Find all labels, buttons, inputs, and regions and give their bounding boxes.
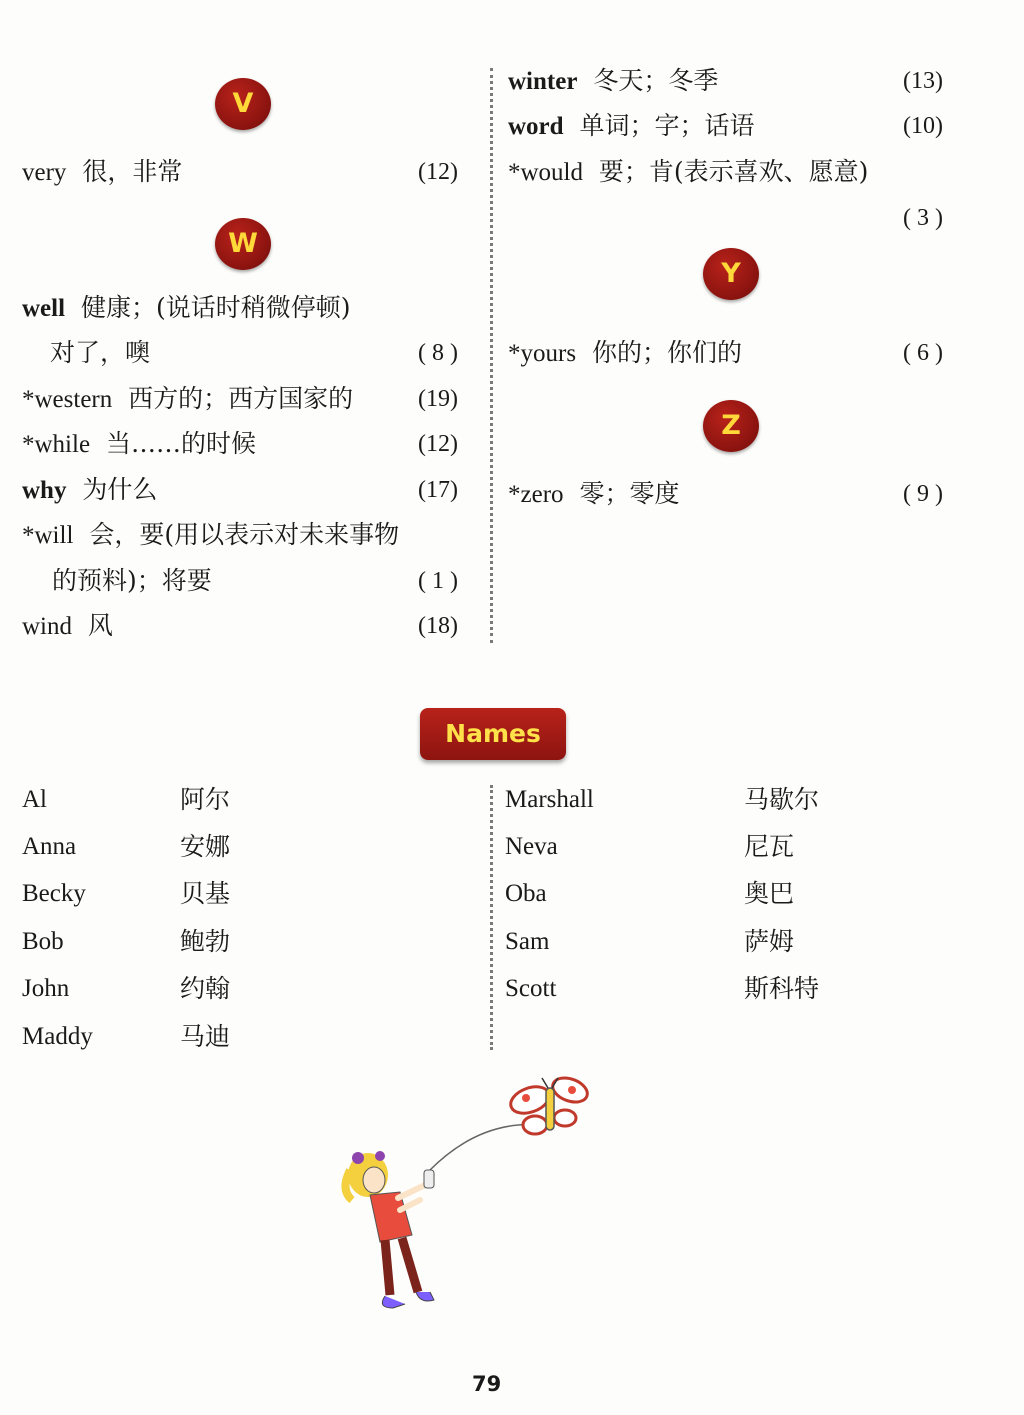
name-en: Oba (505, 880, 547, 907)
name-cn: 尼瓦 (744, 832, 795, 861)
entry-page: ( 1 ) (418, 568, 458, 594)
name-en: Scott (505, 975, 557, 1002)
entry-page: (19) (418, 386, 458, 412)
names-column-divider (490, 785, 493, 1050)
entry-will-continued (52, 566, 212, 596)
name-en: Sam (505, 928, 550, 955)
entry-page: ( 9 ) (903, 481, 943, 507)
name-en: John (22, 975, 70, 1002)
entry-word: word (508, 113, 564, 140)
section-badge-w: W (215, 218, 271, 270)
entry-word: well (22, 295, 66, 322)
entry-meaning: 你的；你们的 (591, 338, 742, 367)
names-heading: Names (420, 708, 566, 760)
entry-well-continued (50, 338, 150, 368)
entry-wind (22, 611, 113, 642)
entry-meaning: 风 (87, 611, 113, 640)
entry-word: *zero (508, 481, 564, 508)
name-cn: 安娜 (180, 832, 231, 861)
entry-meaning: 很，非常 (82, 157, 183, 186)
name-en: Bob (22, 928, 64, 955)
entry-word: why (22, 477, 67, 504)
entry-western (22, 384, 353, 415)
entry-page: ( 3 ) (903, 205, 943, 231)
entry-word: very (22, 159, 67, 186)
section-badge-y: Y (703, 248, 759, 300)
entry-meaning: 的预料)；将要 (52, 566, 212, 595)
entry-meaning: 单词；字；话语 (579, 111, 755, 140)
name-en: Neva (505, 833, 558, 860)
entry-well (22, 293, 350, 324)
entry-page: (12) (418, 159, 458, 185)
name-cn: 斯科特 (744, 974, 820, 1003)
name-en: Maddy (22, 1023, 93, 1050)
girl-figure-icon (345, 1151, 434, 1308)
entry-word: *will (22, 522, 74, 549)
entry-page: (12) (418, 431, 458, 457)
entry-word (508, 111, 754, 142)
entry-word: *western (22, 386, 113, 413)
name-en: Becky (22, 880, 86, 907)
name-cn: 萨姆 (744, 927, 795, 956)
name-cn: 奥巴 (744, 879, 795, 908)
entry-meaning: 会，要(用以表示对未来事物 (89, 520, 400, 549)
entry-very (22, 157, 182, 188)
name-en: Marshall (505, 786, 594, 813)
entry-zero (508, 479, 679, 510)
entry-page: ( 6 ) (903, 340, 943, 366)
page-number: 79 (472, 1372, 502, 1396)
entry-page: (17) (418, 477, 458, 503)
entry-word: *yours (508, 340, 577, 367)
entry-while (22, 429, 256, 460)
entry-page: (13) (903, 68, 943, 94)
entry-page: (10) (903, 113, 943, 139)
girl-flying-kite-illustration (330, 1070, 610, 1330)
entry-page: ( 8 ) (418, 340, 458, 366)
entry-meaning: 当……的时候 (105, 429, 256, 458)
entry-meaning: 冬天；冬季 (593, 66, 719, 95)
entry-word: *while (22, 431, 91, 458)
entry-meaning: 为什么 (82, 475, 158, 504)
entry-word: winter (508, 68, 578, 95)
column-divider (490, 68, 493, 643)
name-cn: 马歇尔 (744, 785, 820, 814)
name-cn: 阿尔 (180, 785, 231, 814)
section-badge-v: V (215, 78, 271, 130)
entry-page: (18) (418, 613, 458, 639)
entry-yours (508, 338, 742, 369)
name-cn: 马迪 (180, 1022, 231, 1051)
entry-will (22, 520, 399, 551)
section-badge-z: Z (703, 400, 759, 452)
entry-winter (508, 66, 718, 97)
entry-meaning: 健康；(说话时稍微停顿) (80, 293, 351, 322)
entry-meaning: 对了，噢 (50, 338, 151, 367)
name-cn: 约翰 (180, 974, 231, 1003)
name-cn: 贝基 (180, 879, 231, 908)
entry-meaning: 零；零度 (579, 479, 680, 508)
entry-word: wind (22, 613, 72, 640)
name-cn: 鲍勃 (180, 927, 231, 956)
entry-why (22, 475, 157, 506)
entry-meaning: 要；肯(表示喜欢、愿意) (598, 157, 869, 186)
entry-would (508, 157, 868, 188)
entry-meaning: 西方的；西方国家的 (128, 384, 354, 413)
name-en: Anna (22, 833, 77, 860)
entry-word: *would (508, 159, 583, 186)
name-en: Al (22, 786, 47, 813)
